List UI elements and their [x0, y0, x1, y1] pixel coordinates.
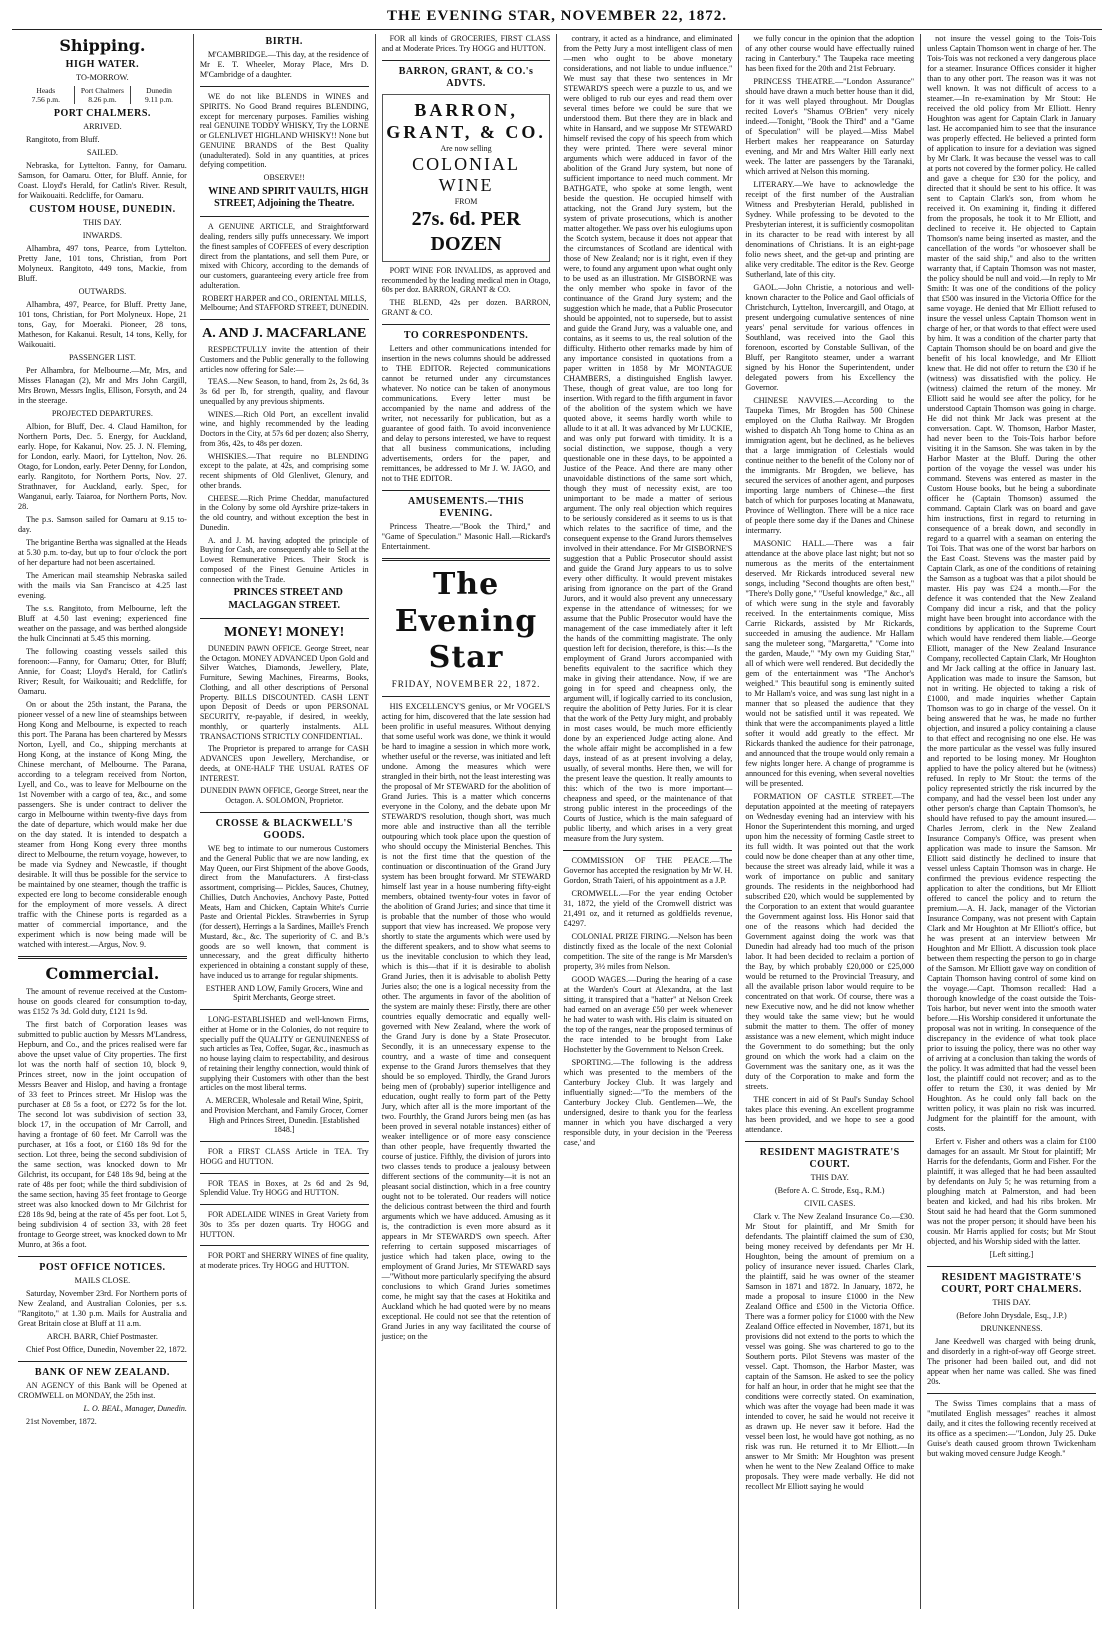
pc-before-label: (Before John Drysdale, Esq., J.P.) — [956, 1311, 1067, 1321]
harper-address: ROBERT HARPER and CO., ORIENTAL MILLS, Melbourne; And STAFFORD STREET, DUNEDIN. — [200, 293, 369, 313]
pawn-office-advert — [200, 624, 369, 806]
news-item: CROMWELL.—For the year ending October 31, 1872, the yield of the Cromwell district was 21,491 oz, and it returned as goldfields revenue, £4297. — [563, 889, 733, 928]
post-office-text: Saturday, November 23rd. For Northern ports of New Zealand, and Australian Colonies, per s.s. "Rangitoto," at 1.30 p.m. Mails for Australia and Great Britain close at Bluff at 11 a.m. — [18, 1289, 187, 1329]
tide-table — [18, 86, 187, 104]
outwards-text: Alhambra, 497, Pearce, for Bluff. Pretty Jane, 101 tons, Christian, for Port Molyneux. Hope, 21 tons, Gay, for Moeraki. Pioneer, 28 tons, Matheson, for Kakanui. Result, 14 tons, Kelly, for Waikouaiti. — [18, 300, 187, 350]
bank-signature: L. O. BEAL, Manager, Dunedin. — [83, 1403, 187, 1413]
swiss-times-note — [927, 1399, 1096, 1459]
projected-text: Albion, for Bluff, Dec. 4. Claud Hamilton, for Northern Ports, Dec. 5. Energy, for Auckland, early. Hope, for Kakanui, Nov. 25. J. N. Fleming, for London, early. Maori, for Lyttelton, Nov. 26. Otago, for London, early. Peter Denny, for London, early. Rangitoto, for Northern Ports, Nov. 27. Strathnaver, for Auckland, early. Spec, for Wanganui, early. Taiaroa, for Northern Ports, Nov. 28. — [18, 422, 187, 512]
news-item: SPORTING.—The following is the address which was presented to the members of the Canterbury Jockey Club. It was largely and influentially signed:—"To the members of the Canterbury Jockey Club. Gentlemen—We, the undersigned, desire to thank you for the fearless manner in which you have discharged a very responsible duty, in your decision in the 'Peeress case,' and — [563, 1058, 733, 1147]
page-masthead: THE EVENING STAR, NOVEMBER 22, 1872. — [12, 8, 1102, 30]
whisky-text: WE do not like BLENDS in WINES and SPIRITS. No Good Brand requires BLENDING, except for mercenary purposes. Families wishing real GENUINE TODDY WHISKY, Try the LORNE or GLENLIVET HIGHLAND WHISKY!! None but GENUINE BRANDS of the Best Quality (unadulterated). Sold in any quantities, at prices defying competition. — [199, 92, 369, 170]
news-item: THE concert in aid of St Paul's Sunday School takes place this evening. An excellent programme has been provided, and we hope to see a good attendance. — [745, 1095, 915, 1134]
this-day-label: THIS DAY. — [83, 218, 122, 228]
amusements-text: Princess Theatre.—"Book the Third," and "Game of Speculation." Masonic Hall.—Rickard's Entertainment. — [381, 522, 551, 552]
magistrate-court-report — [745, 1147, 914, 1492]
tomorrow-label: TO-MORROW. — [76, 72, 129, 82]
news-items-continued — [745, 34, 914, 1135]
magistrate-court-heading: RESIDENT MAGISTRATE'S COURT. — [759, 1147, 900, 1171]
post-office-heading: POST OFFICE NOTICES. — [39, 1261, 166, 1273]
column-6 — [921, 34, 1102, 1609]
news-items — [563, 856, 732, 1148]
bank-notice — [18, 1367, 187, 1426]
whisky-advert — [200, 92, 369, 210]
shipping-note: The American mail steamship Nebraska sailed with the mails via San Francisco at 4.25 last evening. — [18, 571, 187, 601]
bank-text: AN AGENCY of this Bank will be Opened at CROMWELL on MONDAY, the 25th inst. — [18, 1381, 187, 1400]
port-chalmers-heading: PORT CHALMERS. — [53, 107, 151, 119]
pc-case-text: Jane Keedwell was charged with being drunk, and disorderly in a right-of-way off George street. The prisoner had been bailed out, and did not appear when her name was called. She was fined 20s. — [927, 1337, 1096, 1387]
news-item: GAOL.—John Christie, a notorious and well-known character to the Police and Gaol officials of Christchurch, Lyttelton, Invercargill, and Otago, at present undergoing cumulative sentences of nine years' penal servitude for various offences in Southland, was received into the Gaol this forenoon, escorted by Constable Sullivan, of the Bluff, per Rangitoto steamer, under a warrant signed by his Honor the Superintendent, under delegated powers from his Excellency the Governor. — [745, 283, 915, 392]
groceries-advert — [382, 34, 551, 54]
hogg-hutton-port-advert — [200, 1251, 369, 1271]
amusements-heading: AMUSEMENTS.—THIS EVENING. — [408, 495, 525, 520]
shipping-section — [18, 36, 187, 950]
inwards-text: Alhambra, 497 tons, Pearce, from Lyttelton. Pretty Jane, 101 tons, Christian, from Port Molyneux. Rangitoto, 449 tons, Mackie, from Bluff. — [18, 244, 187, 284]
newspaper-page — [12, 8, 1102, 1613]
post-office-notice — [18, 1262, 187, 1355]
macfarlane-advert — [200, 325, 369, 612]
macfarlane-intro: RESPECTFULLY invite the attention of their Customers and the Public generally to the following articles now offering for Sale:— — [199, 345, 369, 374]
pawn-signature: DUNEDIN PAWN OFFICE, George Street, near the Octagon. A. SOLOMON, Proprietor. — [200, 786, 369, 806]
pc-day-label: THIS DAY. — [992, 1298, 1031, 1308]
post-office-date: Chief Post Office, Dunedin, November 22, 1872. — [26, 1345, 187, 1355]
news-item: MASONIC HALL.—There was a fair attendance at the above place last night; but not so numerous as the merits of the entertainment deserved. Mr Rickards introduced several new songs, including "Second thoughts are often best," "There's Dolly gone," "Useful knowledge," &c., all of which were sung in the style and favorably received. In the entertainments comique, Miss Carrie Rickards, assisted by Mr Rickards, succeeded in amusing the audience. Mr Hallam sang the muleteer song, "Margaretta," "Come into the garden, Maude," "My own my Guiding Star," all of which were well rendered. But decidedly the gem of the entertainment was "The Anchor's weighed." This beautiful song is eminently suited to Mr Hallam's voice, and was sung last night in a manner that so pleased the audience that they would not be satisfied until it was repeated. We think that were the accompaniments played a little softer it would add greatly to the effect. Mr Rickards thanked the audience for their patronage, and announced that the troupe would only remain a few nights longer here. A change of programme is announced for this evening, when several novelties will be presented. — [745, 539, 915, 788]
shipping-note: The brigantine Bertha was signalled at the Heads at 5.30 p.m. to-day, but up to four o'clock the port of her departure had not been ascertained. — [18, 538, 187, 568]
court-case-text: Erfert v. Fisher and others was a claim for £100 damages for an assault. Mr Stout for plaintiff; Mr Harris for the defendants, Gorm and Fisher. For the plaintiff, it was alleged that he had been assaulted by defendants on July 5; he was returning from a ploughing match at Palmerston, and had been beaten and kicked, and had his ribs broken. Mr Stout said he had heard that the Gorm summoned was not the proper person; it should have been his cousin. Mr Harris applied for costs; but Mr Stout objected, and his Worship sided with the latter. — [927, 1137, 1096, 1246]
macfarlane-wines: WINES.—Rich Old Port, an excellent invalid wine, and highly recommended by the leading Doctors in the City, at 57s 6d per dozen; also Sherry, from 36s, 42s, to 48s per dozen. — [199, 409, 369, 448]
civil-cases-label: CIVIL CASES. — [804, 1199, 856, 1209]
swiss-times-text: The Swiss Times complains that a mass of "mutilated English messages" reaches it almost daily, and it cites the following recently received at its office as a specimen:—"London, July 25. Duke Guise's death caused groom thrown Twickenham but waking moved censure Judge Keogh." — [927, 1399, 1096, 1459]
port-chalmers-court-report — [927, 1272, 1096, 1387]
coffee-advert — [200, 222, 369, 313]
now-selling-label: Are now selling — [440, 143, 492, 153]
court-day-label: THIS DAY. — [810, 1173, 849, 1183]
court-case-text: Clark v. The New Zealand Insurance Co.—£30. Mr Stout for plaintiff, and Mr Smith for defendants. The plaintiff claimed the sum of £30, being money received by defendants per Mr H. Houghton, being the amount of premium on a policy of insurance never issued. Charles Clark, the plaintiff, said he was owner of the steamer Samson in 1871 and 1872. In January, 1872, he made a proposal to insure £1000 in the New Zealand Office and £500 in the Victoria Office. There was a former policy for £1000 with the New Zealand Office effected in November, 1871, but its provisions did not extend to the ports to which the vessel was going. She was chartered to go to the Southern ports. Pilot Stevens was master of the vessel. Capt. Thomson, the Harbor Master, was captain of the Samson. He asked to see the policy for half an hour, in order that he might see that the conditions were correctly stated. On examination, which was after the voyage had been made it was intended to cover, he said he would not receive it as drawn up. He never saw it before. Had the vessel been lost, he would have got nothing, as no risk was run. He returned it to Mr Elliott.—In answer to Mr Smith: Mr Houghton was present when he went to the New Zealand Office to make proposals. They were made verbally. He did not recollect Mr Elliott saying he would — [745, 1212, 915, 1492]
macfarlane-note: A. and J. M. having adopted the principle of Buying for Cash, are consequently able to Sell at the Lowest Remunerative Prices. Their Stock is composed of the Finest Genuine Articles in connection with the Trade. — [199, 535, 369, 584]
commercial-text: The amount of revenue received at the Custom-house on goods cleared for consumption to-day, was £152 7s 3d. Gold duty, £121 1s 9d. — [18, 986, 187, 1016]
editorial-text: contrary, it acted as a hindrance, and eliminated from the Petty Jury a most intelligent class of men—men who ought to be above monetary considerations, and not liable to undue influence." We must say that these two sentences in Mr STEWARD'S speech were a puzzle to us, and we were obliged to rub our eyes and read them over several times before we could be sure that we understood them. But there they are in black and white in Hansard, and we suppose Mr STEWARD himself revised the copy of his speech from which they were printed. There were several minor arguments which were adduced in favor of the abolition of the Grand Jury system, but none of sufficient importance to need much comment. Mr BATHGATE, who spoke at some length, went beside the question. He occupied himself with attacking, not the Grand Jury system, but the system of private prosecutions, which is another matter altogether. We pass over his eulogiums upon the Scotch system, because it does not appear that the circumstances of Scotland are identical with those of New Zealand; nor is it right, even if they were, to found any argument upon what ought only to be used as an illustration. Mr GISBORNE was the only member who spoke in favor of the continuance of the Grand Jury system; and the suggestion which he made, that a Public Prosecutor should be appointed, not to supersede, but to assist and guide the Grand Jury, was a valuable one, and contains, as it seems to us, the real solution of the difficulty. Hitherto other remarks made by him of any importance consisted in quotations from a paper written in 1858 by Mr MONTAGUE CHAMBERS, a distinguished English lawyer. These, though of great value, are too long for insertion. With regard to the fifth argument in favor of the abolition of the system which we have quoted above, it seems hardly worth while to allude to it at all. It was advanced by Mr LUCKIE, and was only put forward with timidity. It is a social distinction, we suppose, though a very questionable one in these days, to be appointed a Justice of the Peace. And there are many other unavoidable distinctions of the same sort which, though they must of necessity exist, are too unimportant to be made a matter of serious argument. The only real objection which requires to be seriously considered as it seems to us is that which relates to the sacrifice of time, and the consequent expense to the Grand Jurors themselves involved in their attendance. For Mr GISBORNE'S suggestion that a Public Prosecutor should assist and guide the Grand Jury appears to us to solve every other difficulty. It would prevent mistakes arising from ignorance on the part of the Grand Jurors, and it would also prevent any unnecessary expense in the attendance of witnesses; for we assume that the Public Prosecutor would have the management of the case immediately after it left the hands of the committing magistrate. The only question left for decision, therefore, is this:—Is the employment of Grand Jurors accompanied with benefits equivalent to the sacrifice which they make in giving their attendance. Now, if we are going in for speed and cheapness only, the argument will, if logically carried to its conclusion, require the abolition of Petty Juries. For it is clear that the work of the Petty Jury might, and probably in most cases would, be much more efficiently done by an experienced Judge acting alone. And the whole affair might be accomplished in a few days, instead of as at present involving a delay, usually, of several months. Here then, we will for the present leave the question. It really amounts to this: which of the two is more important—cheapness and speed, or the maintenance of that strong public interest in the proceedings of the Courts of Justice, which is the main safeguard of public liberty, and which arises in a very great measure from the Jury system. — [563, 34, 733, 843]
news-item: PRINCESS THEATRE.—"London Assurance" should have drawn a much better house than it did, for it was well played throughout. Mr Douglas recited Lover's "Shamus O'Brien" very nicely indeed.—Tonight, "Book the Third" and a "Game of Speculation" will be played.—Miss Mabel Herbert makes her reappearance on Saturday evening, and Mr and Mrs Walter Hill early next week. The latter are passengers by the Taranaki, which arrived at Nelson this morning. — [745, 77, 915, 176]
birth-notice — [200, 36, 369, 80]
news-item: we fully concur in the opinion that the adoption of any other course would have effectually ruined racing in Canterbury." The Taupeka race meeting has been fixed for the 20th and 21st February. — [745, 34, 915, 73]
custom-house-heading: CUSTOM HOUSE, DUNEDIN. — [29, 204, 176, 216]
vaults-address: WINE AND SPIRIT VAULTS, HIGH STREET, Adjoining the Theatre. — [208, 185, 369, 210]
news-item: COLONIAL PRIZE FIRING.—Nelson has been distinctly fixed as the locale of the next Colonial competition. The site of the range is Mr Marsden's property, 3½ miles from Nelson. — [563, 932, 733, 971]
editorial-continued — [563, 34, 732, 844]
mercer-advert — [200, 1015, 369, 1135]
macfarlane-whiskies: WHISKIES.—That require no BLENDING except to the palate, at 42s, and comprising some recent shipments of Old Glenlivet, Glenury, and other brands. — [199, 451, 369, 490]
tide-port-chalmers: Port Chalmers 8.26 p.m. — [75, 86, 132, 104]
port-invalids-text: PORT WINE FOR INVALIDS, as approved and recommended by the leading medical men in Otago, 60s per doz. BARRON, GRANT & CO. — [381, 265, 551, 295]
crosse-blackwell-signature: ESTHER AND LOW, Family Grocers, Wine and Spirit Merchants, George street. — [205, 983, 363, 1003]
paper-title-block — [382, 567, 551, 690]
columns — [12, 34, 1102, 1609]
wine-price: 27s. 6d. PER DOZEN — [411, 208, 521, 255]
mercer-signature: A. MERCER, Wholesale and Retail Wine, Spirit, and Provision Merchant, and Family Grocer, Corner High and Princes Street, Dunedin. [Established 1848.] — [200, 1096, 368, 1135]
pawn-text: DUNEDIN PAWN OFFICE. George Street, near the Octagon. MONEY ADVANCED Upon Gold and Silver Watches, Diamonds, Jewellery, Plate, Furniture, Sewing Machines, Firearms, Books, Clothing, and all other descriptions of Personal Property. BILLS DISCOUNTED. CASH LENT upon Deposit of Deeds or upon PERSONAL SECURITY, re-payable, if desired, in weekly, monthly, or quarterly instalments. ALL TRANSACTIONS STRICTLY CONFIDENTIAL. — [199, 643, 369, 741]
from-label: FROM — [454, 197, 478, 207]
projected-heading: PROJECTED DEPARTURES. — [51, 409, 153, 419]
crosse-blackwell-text: WE beg to intimate to our numerous Customers and the General Public that we are now landing, ex May Queen, our First Shipment of the above Goods, direct from the Manufacturers. A first-class assortment, comprising— Pickles, Sauces, Chutney, Chillies, Dutch Anchovies, Anchovy Paste, Potted Meats, Ham and Chicken, Captain White's Currie Paste and Oriental Pickles. Strawberries in Syrup (for dessert), Herrings a la Sardines, Maille's French Mustard, &c., &c. The superiority of C. and B.'s goods are so well known, that comment is unnecessary, and the great difficulty hitherto experienced in obtaining a constant supply of these, have induced us to arrange for regular shipments. — [199, 844, 369, 980]
macfarlane-cheese: CHEESE.—Rich Prime Cheddar, manufactured in the Colony by some old Ayrshire prize-takers in the old country, and without exception the best in Dunedin. — [199, 493, 369, 532]
macfarlane-heading: A. AND J. MACFARLANE — [202, 326, 367, 342]
arrived-heading: ARRIVED. — [83, 122, 122, 132]
arrived-text: Rangitoto, from Bluff. — [26, 135, 100, 145]
bank-heading: BANK OF NEW ZEALAND. — [34, 1367, 170, 1379]
shipping-note: On or about the 25th instant, the Parana, the pioneer vessel of a new line of steamships between Hong Kong and Melbourne, is expected to reach this port. The Parana has been chartered by Messrs Norton, Lyell, and Co., shipping merchants at Hong Kong, at the instance of Kong Ming, the Chinese merchant, of Melbourne. The Parana, according to a telegram received from Norton, Lyell, and Co., was to leave for Melbourne on the 1st November with a cargo of tea, &c., and some passengers. She is under contract to deliver the cargo in Melbourne within twenty-five days from the date of departure, which would make her due on the day stated. It is intended to despatch a steamer from Hong Kong every three months direct to Melbourne, the return voyage, however, to be made via Sydney and Newcastle, if thought desirable. It will thus be possible for the service to be maintained by one steamer, though the traffic is expected ere long to become considerable enough for the employment of more vessels. A direct traffic with the Chinese ports is regarded as a matter of commercial importance, and the experiment which is now being made will be watched with interest.—Argus, Nov. 9. — [18, 700, 187, 950]
column-3 — [376, 34, 558, 1609]
hogg-hutton-adelaide-advert — [200, 1210, 369, 1239]
news-item: FORMATION OF CASTLE STREET.—The deputation appointed at the meeting of ratepayers on Wednesday evening had an interview with his Honor the Superintendent this morning, and urged upon him the necessity of forming Castle street to its full width. It was pointed out that the work could now be done cheaper than at any other time, because the street was already laid, while it was a work of importance on public and sanitary grounds. The residents in the neighborhood had subscribed £20, which would be supplemented by the Corporation to an extent that would guarantee the Government against loss. His Honor said that one of the reasons which had decided the Government against doing the work was that Dunedin had already had too much of the prison labor. It had been decided to reclaim a portion of the Bay, by which probably £20,000 or £25,000 would be returned to the Provincial Treasury, and all the available prison labor would require to be concentrated on that work. Of course, there was a new Executive now, and he did not know whether they would take the same view; but he would submit the matter to them. The offer of money assistance was a new element, which might induce the Government to do something; but the only ground on which the work had a claim on the Government was the sanitary one, as it was the duty of the Corporation to make and form the streets. — [745, 792, 915, 1091]
barron-grant-name: BARRON, GRANT, & CO. — [386, 99, 546, 142]
news-item: CHINESE NAVVIES.—According to the Taupeka Times, Mr Brogden has 500 Chinese employed on the Clutha Railway. Mr Brogden wished to dispatch Ah Tong home to China as an immigration agent, but he declined, as he believes that a large immigration of Celestials would continue neither to the benefit of the Colony nor of the immigrants. Mr Brogden, we believe, has secured the services of another agent, and purposes importing large numbers of Chinese—the first batch of which for purposes locating at Manawatu, Province of Wellington. There will be a nice race of people there some day if the Danes and Chinese intermarry. — [745, 396, 915, 535]
magistrate-court-continued — [927, 34, 1096, 1260]
left-sitting-label: [Left sitting.] — [989, 1250, 1034, 1259]
tide-heads: Heads 7.56 p.m. — [18, 86, 75, 104]
advert-text: FOR ADELAIDE WINES in Great Variety from 30s to 35s per dozen quarts. Try HOGG and HUTTON. — [199, 1210, 369, 1239]
pawn-note: The Proprietor is prepared to arrange for CASH ADVANCES upon Jewellery, Merchandise, or deeds, at ONE-HALF THE USUAL RATES OF INTEREST. — [199, 744, 369, 783]
news-item: COMMISSION OF THE PEACE.—The Governor has accepted the resignation by Mr W. H. Gordon, Strath Taieri, of his appointment as a J.P. — [563, 856, 733, 885]
shipping-note: The following coasting vessels sailed this forenoon:—Fanny, for Oamaru; Otter, for Bluff; Annie, for Coast; Lloyd's Herald, for Catlin's River; Result, for Waikouaiti; and Redcliffe, for Oamaru. — [18, 647, 187, 697]
column-1 — [12, 34, 194, 1609]
bank-date: 21st November, 1872. — [26, 1416, 97, 1426]
macfarlane-address: PRINCES STREET AND MACLAGGAN STREET. — [228, 587, 343, 611]
editorial-text: HIS EXCELLENCY'S genius, or Mr VOGEL'S acting for him, discovered that the late session had been prolific in useful measures. Without denying that some useful work was done, we think it would be hard to imagine a session in which more work, whether useful or the reverse, was initiated and left undone. Among the measures which were strangled in their birth, not the least interesting was the proposal of Mr STEWARD for the abolition of Grand Juries. This is a matter which concerns everyone in the Colony, and the debate upon Mr STEWARD'S resolution, though short, was much more able and instructive than all the terrible outpouring which took place upon the question of who should occupy the Ministerial Benches. This is not the first time that the question of the continuation or discontinuation of the Grand Jury system has been brought forward. Mr STEWARD himself last year in a house numbering fifty-eight members, obtained twenty-four votes in favor of the abolition of Grand Juries; and since that time it is probable that the number of those who would support that view has increased. We propose very shortly to state the arguments which were used by the different speakers, and to show what seems to us the inevitable conclusion to which they lead, which is this—that if it is desirable to abolish Grand Juries, then it is advisable to abolish Petty Juries also; the one is a logical necessity from the other. The arguments in favor of the abolition of the system are mainly these: Firstly, there are other countries equally democratic and equally well-governed with New Zealand, where the work of the Grand Jury is done by a State Prosecutor. Secondly, it is an unnecessary expense to the country, and a waste of time and consequent expense to the Grand Jurors themselves that they should be so employed. Thirdly, the Grand Jurors being men of (probably) superior intelligence and education, ought really to form part of the Petty Jury, which after all is the more important of the two. Fourthly, the Grand Jurors being men (as has been proved in several notable instances) either of weaker intelligence or of more easy conscience than other people, have frequently thwarted the course of justice. Fifthly, the division of jurors into two classes tends to produce a jealousy between different sections of the community—it is not an pleasant social distinction, which in a free country ought not to be tolerated. Our readers will notice the delicious contrast between the third and fourth arguments which we have adduced. Amusing as it is, the contradiction is even more absurd as it appears in Mr STEWARD'S own speech. After referring to certain supposed miscarriages of justice which had taken place, owing to the employment of Grand Juries, Mr STEWARD says—"Without more particularly specifying the absurd conclusions to which Grand Juries sometimes come, he might say that the cases at Hokitika and Auckland which he had quoted were by no means exceptional. He could not see that the retention of Grand Juries in any way facilitated the course of justice; on the — [381, 702, 551, 1342]
shipping-note: The p.s. Samson sailed for Oamaru at 9.15 to-day. — [18, 515, 187, 535]
passenger-text: Per Alhambra, for Melbourne.—Mr, Mrs, and Misses Flanagan (2), Mr and Mrs John Cargill, Mrs Brown, Messrs Inglis, Ellison, Forsyth, and 24 in the steerage. — [18, 366, 187, 406]
editorial — [382, 702, 551, 1342]
port-chalmers-court-heading: RESIDENT MAGISTRATE'S COURT, PORT CHALMERS. — [941, 1272, 1082, 1296]
advert-text: FOR a FIRST CLASS Article in TEA. Try HOGG and HUTTON. — [199, 1147, 369, 1166]
crosse-blackwell-advert — [200, 818, 369, 1003]
birth-text: M'CAMBRIDGE.—This day, at the residence of Mr E. T. Wheeler, Moray Place, Mrs D. M'Cambridge of a daughter. — [199, 50, 369, 80]
column-4 — [557, 34, 739, 1609]
commercial-text: The first batch of Corporation leases was submitted to public auction by Messrs M'Landress, Hepburn, and Co., and the prices realised were far above the upset value of City properties. The first lot was the north half of section 10, block 9, Princes street, now in the joint occupation of Messrs Beaver and Hislop, and having a frontage of 33 feet to Princes street. Mr Hislop was the purchaser at £8 5s a foot, or £272 5s for the lot. The second lot was subdivision of section 33, block 17, in the occupation of Mr Carroll, and having a frontage of 60 feet. Mr Carroll was the purchaser, at 16s a foot, or £160 18s 9d for the section. Lot three, being the second subdivision of the same section, was knocked down to Mr Gilchrist, its occupant, for £48 18s 9d, being at the rate of 48s per foot; while the third subdivision of the same section, having 35 feet frontage to George street was also knocked down to Mr Gilchrist for £28 18s 9d, being at the rate of 45s per foot. Lot 5, being subdivision 4 of section 33, with 28 feet frontage to George street, was knocked down to Mr Munro, at 36s a foot. — [18, 1019, 187, 1249]
macfarlane-teas: TEAS.—New Season, to hand, from 2s, 2s 6d, 3s 3s 6d per lb, for strength, quality, and flavour unequalled by any previous shipments. — [199, 377, 369, 406]
advert-text: FOR TEAS in Boxes, at 2s 6d and 2s 9d, Splendid Value. Try HOGG and HUTTON. — [199, 1178, 369, 1198]
advert-text: FOR PORT and SHERRY WINES of fine quality, at moderate prices. Try HOGG and HUTTON. — [199, 1251, 369, 1271]
hogg-hutton-teas-advert — [200, 1179, 369, 1199]
blend-text: THE BLEND, 42s per dozen. BARRON, GRANT & CO. — [381, 298, 551, 317]
court-before-label: (Before A. C. Strode, Esq., R.M.) — [774, 1186, 885, 1196]
drunkenness-label: DRUNKENNESS. — [980, 1324, 1043, 1334]
groceries-text: FOR all kinds of GROCERIES, FIRST CLASS and at Moderate Prices. Try HOGG and HUTTON. — [381, 34, 551, 53]
barron-grant-adverts — [382, 66, 551, 318]
correspondents-heading: TO CORRESPONDENTS. — [403, 329, 529, 341]
colonial-wine-advert — [382, 94, 551, 262]
outwards-heading: OUTWARDS. — [78, 287, 127, 297]
tide-dunedin: Dunedin 9.11 p.m. — [144, 85, 174, 104]
observe-label: OBSERVE!! — [263, 173, 305, 183]
birth-heading: BIRTH. — [265, 36, 303, 47]
post-office-signature: ARCH. BARR, Chief Postmaster. — [46, 1332, 158, 1342]
mails-close-heading: MAILS CLOSE. — [74, 1276, 131, 1286]
hogg-hutton-tea-advert — [200, 1147, 369, 1167]
coffee-text: A GENUINE ARTICLE, and Straightforward dealing, renders silly puffs unnecessary. We import the finest samples of COFFEES of every description direct from the plantations, and sell them Pure, or mixed with Chicory, according to the demands of our customers, guaranteeing every article free from adulteration. — [199, 222, 369, 290]
money-heading: MONEY! MONEY! — [224, 624, 345, 640]
high-water-heading: HIGH WATER. — [65, 58, 140, 70]
paper-name: The Evening Star — [394, 567, 538, 676]
shipping-heading: Shipping. — [59, 36, 146, 55]
commercial-heading: Commercial. — [45, 964, 160, 984]
news-item: GOOD WAGES.—During the hearing of a case at the Warden's Court at Alexandra, at the last sitting, it transpired that a "hatter" at Nelson Creek had earned on an average £50 per week whenever he had water to wash with. His claim is situated on the top of the ranges, near the proposed terminus of the race intended to be brought from Lake Hochstetter by the Government to Nelson Creek. — [563, 975, 733, 1054]
correspondents-text: Letters and other communications intended for insertion in the news columns should be addressed to THE EDITOR. Rejected communications cannot be returned under any circumstances whatever. No notice can be taken of anonymous communications. Every letter must be accompanied by the name and address of the writer, not necessarily for publication, but as a guarantee of good faith. To avoid inconvenience and delay to persons interested, we have to request that all business communications, including advertisements, orders for the paper, and remittances, be addressed to Mr J. W. JAGO, and not to THE EDITOR. — [381, 343, 551, 483]
commercial-section — [18, 964, 187, 1250]
sailed-text: Nebraska, for Lyttelton. Fanny, for Oamaru. Samson, for Oamaru. Otter, for Bluff. Annie, for Coast. Lloyd's Herald, for Catlin's River. Result, for Waikouaiti. Redcliffe, for Oamaru. — [18, 161, 187, 201]
colonial-wine-label: COLONIAL WINE — [412, 153, 521, 196]
sailed-heading: SAILED. — [86, 148, 118, 158]
shipping-note: The s.s. Rangitoto, from Melbourne, left the Bluff at 4.50 last evening; experienced fine weather on the passage, and was berthed alongside the hulk Cincinnati at 5.45 this morning. — [18, 604, 187, 644]
passenger-heading: PASSENGER LIST. — [68, 353, 136, 363]
barron-grant-heading: BARRON, GRANT, & CO.'s ADVTS. — [398, 65, 534, 89]
mercer-text: LONG-ESTABLISHED and well-known Firms, either at Home or in the Colonies, do not require to specially puff the QUALITY or GENUINENESS of such articles as Tea, Coffee, Sugar, &c., inasmuch as no house laying claim to respectability, and desirous of retaining their lengthy connection, would think of supplying their Customers with other than the best articles on the most liberal terms. — [199, 1015, 369, 1093]
amusements-notice — [382, 496, 551, 552]
news-item: LITERARY.—We have to acknowledge the receipt of the first number of the Australian Witness and Presbyterian Herald, published in Sydney. While professing to be devoted to the Presbyterian interest, it is sufficiently cosmopolitan in its character to be read with interest by all denominations of Christians. It is an eight-page folio news sheet, and the get-up and printing are alike very creditable. The editor is the Rev. George Sutherland, late of this city. — [745, 180, 915, 279]
court-case-text: not insure the vessel going to the Tois-Tois unless Captain Thomson went in charge of her. The Tois-Tois was not reckoned a very dangerous place for a steamer. Insurance Offices consider it higher than to any other port. The reason was it was not well known. It was not difficult of access to a steamer.—In re-examination by Mr Stout: He received the old policy from Mr Elliott. Henry Houghton was agent for Captain Clark in January last. He accompanied him to see that the insurance was properly effected. He believed a printed form of application to insure for a deviation was signed by Mr Clark. It was because the vessel was to call at ports not covered by the former policy. He called and gave a cheque for £30 for the policy, and directed that it should be sent to his office. It was sent to Captain Clark's son, from whom he received it. On examining it, finding it differed from the proposals, he took it to Mr Elliott, and declined to receive it. He objected to Captain Thomson's name being inserted as master, and the cancellation of the words "or whosoever shall be master of the said ship," and also to the written warranty that, if Captain Thomson was not master, the policy should be null and void.—In reply to Mr Smith: It was one of the conditions of the policy that £500 was insured in the Victoria Office for the same voyage. He denied that Mr Elliott refused to insure the vessel unless Captain Thomson went in charge of her, or that words to that effect were used by him. It was a condition of the charter party that Captain Thomson should be on board and give the benefit of his local knowledge, and Mr Elliott knew that. He did not offer to return the £30 if he (witness) was dissatisfied with the policy. He (witness) claimed the return of the money. Mr Elliott said he would see after the policy, for he understood Captain Thomson was going in charge. He did not think Mr Jack was present at the conversation. Capt. W. Thomson, Harbor Master, had never been to the Tois-Tois harbor before visiting it in the Samson. She was taken in by the Harbor Master at the Bluff. During the other portion of the voyage the vessel was under his command. Stevens was entered as master in the Custom House books, but he being a subordinate officer he (Captain Thomson) assumed the command. Captain Clark was on board and gave him instructions, first in regard to returning in consequence of a break down, and secondly in regard to a quarrel with a seaman on entering the Toi Tois. That was one of the worst bar harbors on the East Coast. Stevens was the master paid by Captain Clark, as one of the conditions of retaining the Samson as a tugboat was that a pilot should be master. His pay was £24 a month.—For the defence it was contended that the New Zealand Company did incur a risk, and that the policy might have been brought into accordance with the conditions by application to the Supreme Court which would have rendered them liable.—George Elliott, manager of the New Zealand Insurance Company, recollected Captain Clark, Mr Houghton and Mr Jack calling at the office in January last. Application was made to insure the Samson, but not in writing. He objected to taking a risk of £1000, and made inquiries whether Captain Thomson was to go in charge of the vessel. On it being answered that he was, he made no further objection, and insured a policy containing a clause to that effect and recognising no one else. He was the more particular as the vessel was fully insured and reported to be losing money. Mr Houghton applied to have the policy altered but he (witness) refused. In reply to Mr Stout: the terms of the policy represented strictly the risk incurred by the company, and had the vessel been lost under any other person's charge than Captain Thomson's, he should have refused to pay the amount insured.—Charles Jerrom, clerk in the New Zealand Insurance Company's Office, was present when application was made to insure the Samson. Mr Elliott said distinctly he declined to insure that vessel unless Captain Thomson was in charge. He confirmed the previous evidence respecting the application to alter the conditions, but Mr Elliott offered to cancel the policy and to return the premium.—A. H. Jack, manager of the Victorian Insurance Company, was not present with Captain Clark and Mr Houghton at Mr Elliott's office, but he was present at an interview between Mr Houghton and Mr Elliott. A discussion took place between them respecting the person to go in charge of the Samson. Mr Elliott gave way on condition of Captain Thomson having control of some kind on the voyage.—Capt. Thomson recalled: Had a thorough knowledge of the coast outside the Tois-Tois harbor, but never went into the smooth water before.—His Worship considered it unfortunate the proposal was not in writing. In consequence of the discrepancy in the evidence of what took place prior to issuing the policy, there was no other way of arriving at a conclusion than taking the words of the policy. It was admitted that had the vessel been lost, the plaintiff could not recover; and as to the offer to return the £30, it was denied by Mr Houghton. As he could only fall back on the written policy, it was plain no risk was incurred. Judgment for the plaintiff for the amount, with costs. — [927, 34, 1096, 1133]
crosse-blackwell-heading: CROSSE & BLACKWELL'S GOODS. — [215, 817, 353, 842]
column-5 — [739, 34, 921, 1609]
correspondents-notice — [382, 330, 551, 484]
inwards-heading: INWARDS. — [82, 231, 123, 241]
paper-date: FRIDAY, NOVEMBER 22, 1872. — [391, 679, 541, 690]
column-2 — [194, 34, 376, 1609]
